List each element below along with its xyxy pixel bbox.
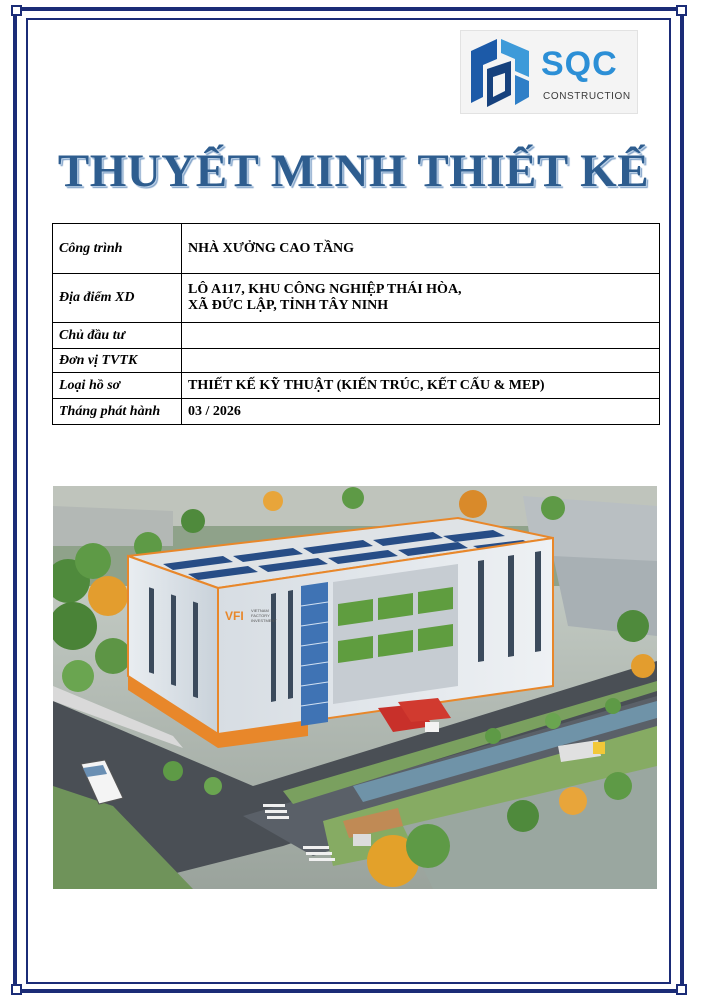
address-line-1: LÔ A117, KHU CÔNG NGHIỆP THÁI HÒA,: [188, 282, 462, 297]
signage-line-1: VIETNAM: [251, 608, 269, 613]
signage-line-2: FACTORY: [251, 613, 270, 618]
row-label: Tháng phát hành: [53, 399, 182, 425]
row-label: Địa điểm XD: [53, 274, 182, 323]
address-line-2: XÃ ĐỨC LẬP, TỈNH TÂY NINH: [188, 298, 389, 313]
table-row: [53, 373, 660, 399]
signage-logo: VFI: [225, 609, 244, 623]
page-title: THUYẾT MINH THIẾT KẾ: [57, 145, 650, 197]
logo-subtitle: CONSTRUCTION: [543, 91, 631, 102]
row-label: Loại hồ sơ: [53, 373, 182, 399]
table-row: [53, 323, 660, 349]
factory-illustration: [53, 486, 657, 889]
row-value: NHÀ XƯỞNG CAO TẦNG: [182, 224, 660, 274]
row-value: 03 / 2026: [182, 399, 660, 425]
row-value: [182, 274, 660, 323]
signage-line-3: INVESTMENT: [251, 618, 277, 623]
logo-wordmark: SQC: [541, 45, 618, 83]
row-value: [182, 349, 660, 373]
border-corner: [676, 984, 687, 995]
table-row: [53, 399, 660, 425]
table-row: [53, 274, 660, 323]
row-label: Chủ đầu tư: [53, 323, 182, 349]
building-rendering: [53, 486, 657, 889]
project-info-table: [52, 223, 660, 425]
row-label: Đơn vị TVTK: [53, 349, 182, 373]
row-value: [182, 323, 660, 349]
border-corner: [11, 984, 22, 995]
company-logo: [460, 30, 638, 114]
table-row: [53, 349, 660, 373]
sqc-logo-icon: [465, 37, 535, 109]
row-label: Công trình: [53, 224, 182, 274]
table-row: [53, 224, 660, 274]
row-value: THIẾT KẾ KỸ THUẬT (KIẾN TRÚC, KẾT CẤU & MEP): [182, 373, 660, 399]
border-corner: [676, 5, 687, 16]
border-corner: [11, 5, 22, 16]
